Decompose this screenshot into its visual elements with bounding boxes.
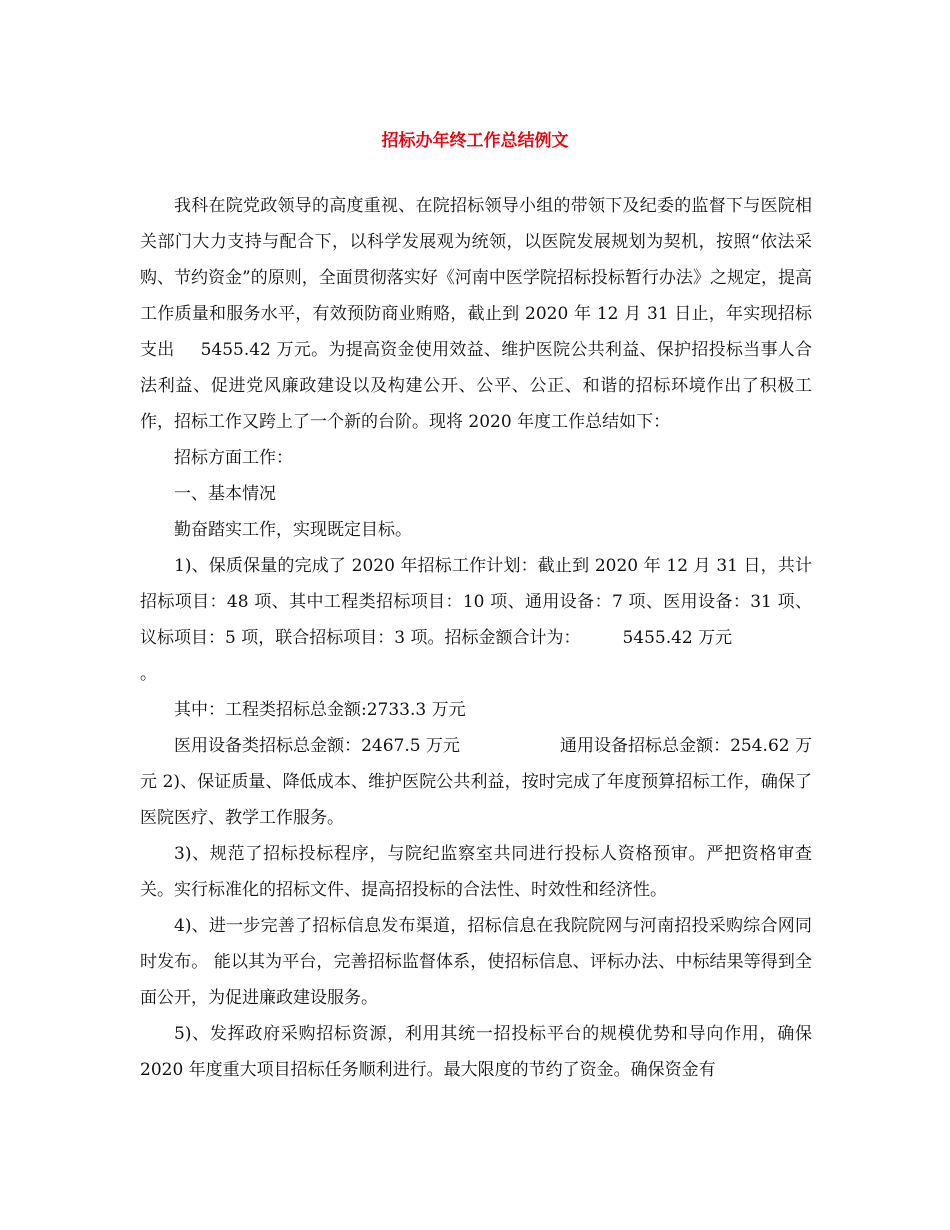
document-body xyxy=(140,188,812,1088)
sub-total-medical: 医用设备类招标总金额：2467.5 万元 xyxy=(174,736,461,756)
document-title: 招标办年终工作总结例文 xyxy=(381,131,569,151)
sub-total-medical-paragraph xyxy=(140,728,812,836)
sub-total-engineering: 其中：工程类招标总金额:2733.3 万元 xyxy=(174,700,466,720)
intro-amount: 5455.42 万元 xyxy=(200,340,312,360)
section-heading: 招标方面工作： xyxy=(174,448,293,468)
item-1-end: 。 xyxy=(140,664,157,684)
lead-paragraph: 勤奋踏实工作，实现既定目标。 xyxy=(174,520,412,540)
item-1-amount: 5455.42 万元 xyxy=(622,628,733,648)
intro-text: 我科在院党政领导的高度重视、在院招标领导小组的带领下及纪委的监督下与医院相关部门大力支持与配合下，以科学发展观为统领，以医院发展规划为契机，按照“依法采购、节约资金”的原则，全面贯彻落实好《河南中医学院招标投标暂行办法》之规定，提高工作质量和服务水平，有效预防商业贿赂，截止到 2020 年 12 月 31 日止，年实现招标支出 xyxy=(140,196,812,360)
item-3-paragraph: 3)、规范了招标投标程序，与院纪监察室共同进行投标人资格预审。严把资格审查关。实行标准化的招标文件、提高招投标的合法性、时效性和经济性。 xyxy=(140,844,812,900)
intro-paragraph xyxy=(140,188,812,440)
item-4-paragraph: 4)、进一步完善了招标信息发布渠道，招标信息在我院院网与河南招投采购综合网同时发布。 能以其为平台，完善招标监督体系，使招标信息、评标办法、中标结果等得到全面公开，为促进廉政建设服务。 xyxy=(140,916,812,1008)
sub-total-general-cont: 254.62 万元 2)、保证质量、降低成本、维护医院公共利益，按时完成了年度预算招标工作，确保了医院医疗、教学工作服务。 xyxy=(140,736,813,828)
intro-continuation: 。为提高资金使用效益、维护医院公共利益、保护招投标当事人合法利益、促进党风廉政建设以及构建公开、公平、公正、和谐的招标环境作出了积极工作，招标工作又跨上了一个新的台阶。现将 2020 年度工作总结如下： xyxy=(140,340,813,432)
item-1-text: 1)、保质保量的完成了 2020 年招标工作计划：截止到 2020 年 12 月 31 日，共计招标项目：48 项、其中工程类招标项目：10 项、通用设备：7 项、医用设备：31 项、议标项目：5 项，联合招标项目：3 项。招标金额合计为： xyxy=(140,556,812,648)
item-1-paragraph xyxy=(140,548,812,656)
sub-heading: 一、基本情况 xyxy=(174,484,276,504)
sub-total-general: 通用设备招标总金额： xyxy=(560,736,731,756)
item-5-paragraph: 5)、发挥政府采购招标资源，利用其统一招投标平台的规模优势和导向作用，确保 2020 年度重大项目招标任务顺利进行。最大限度的节约了资金。确保资金有 xyxy=(140,1024,812,1080)
